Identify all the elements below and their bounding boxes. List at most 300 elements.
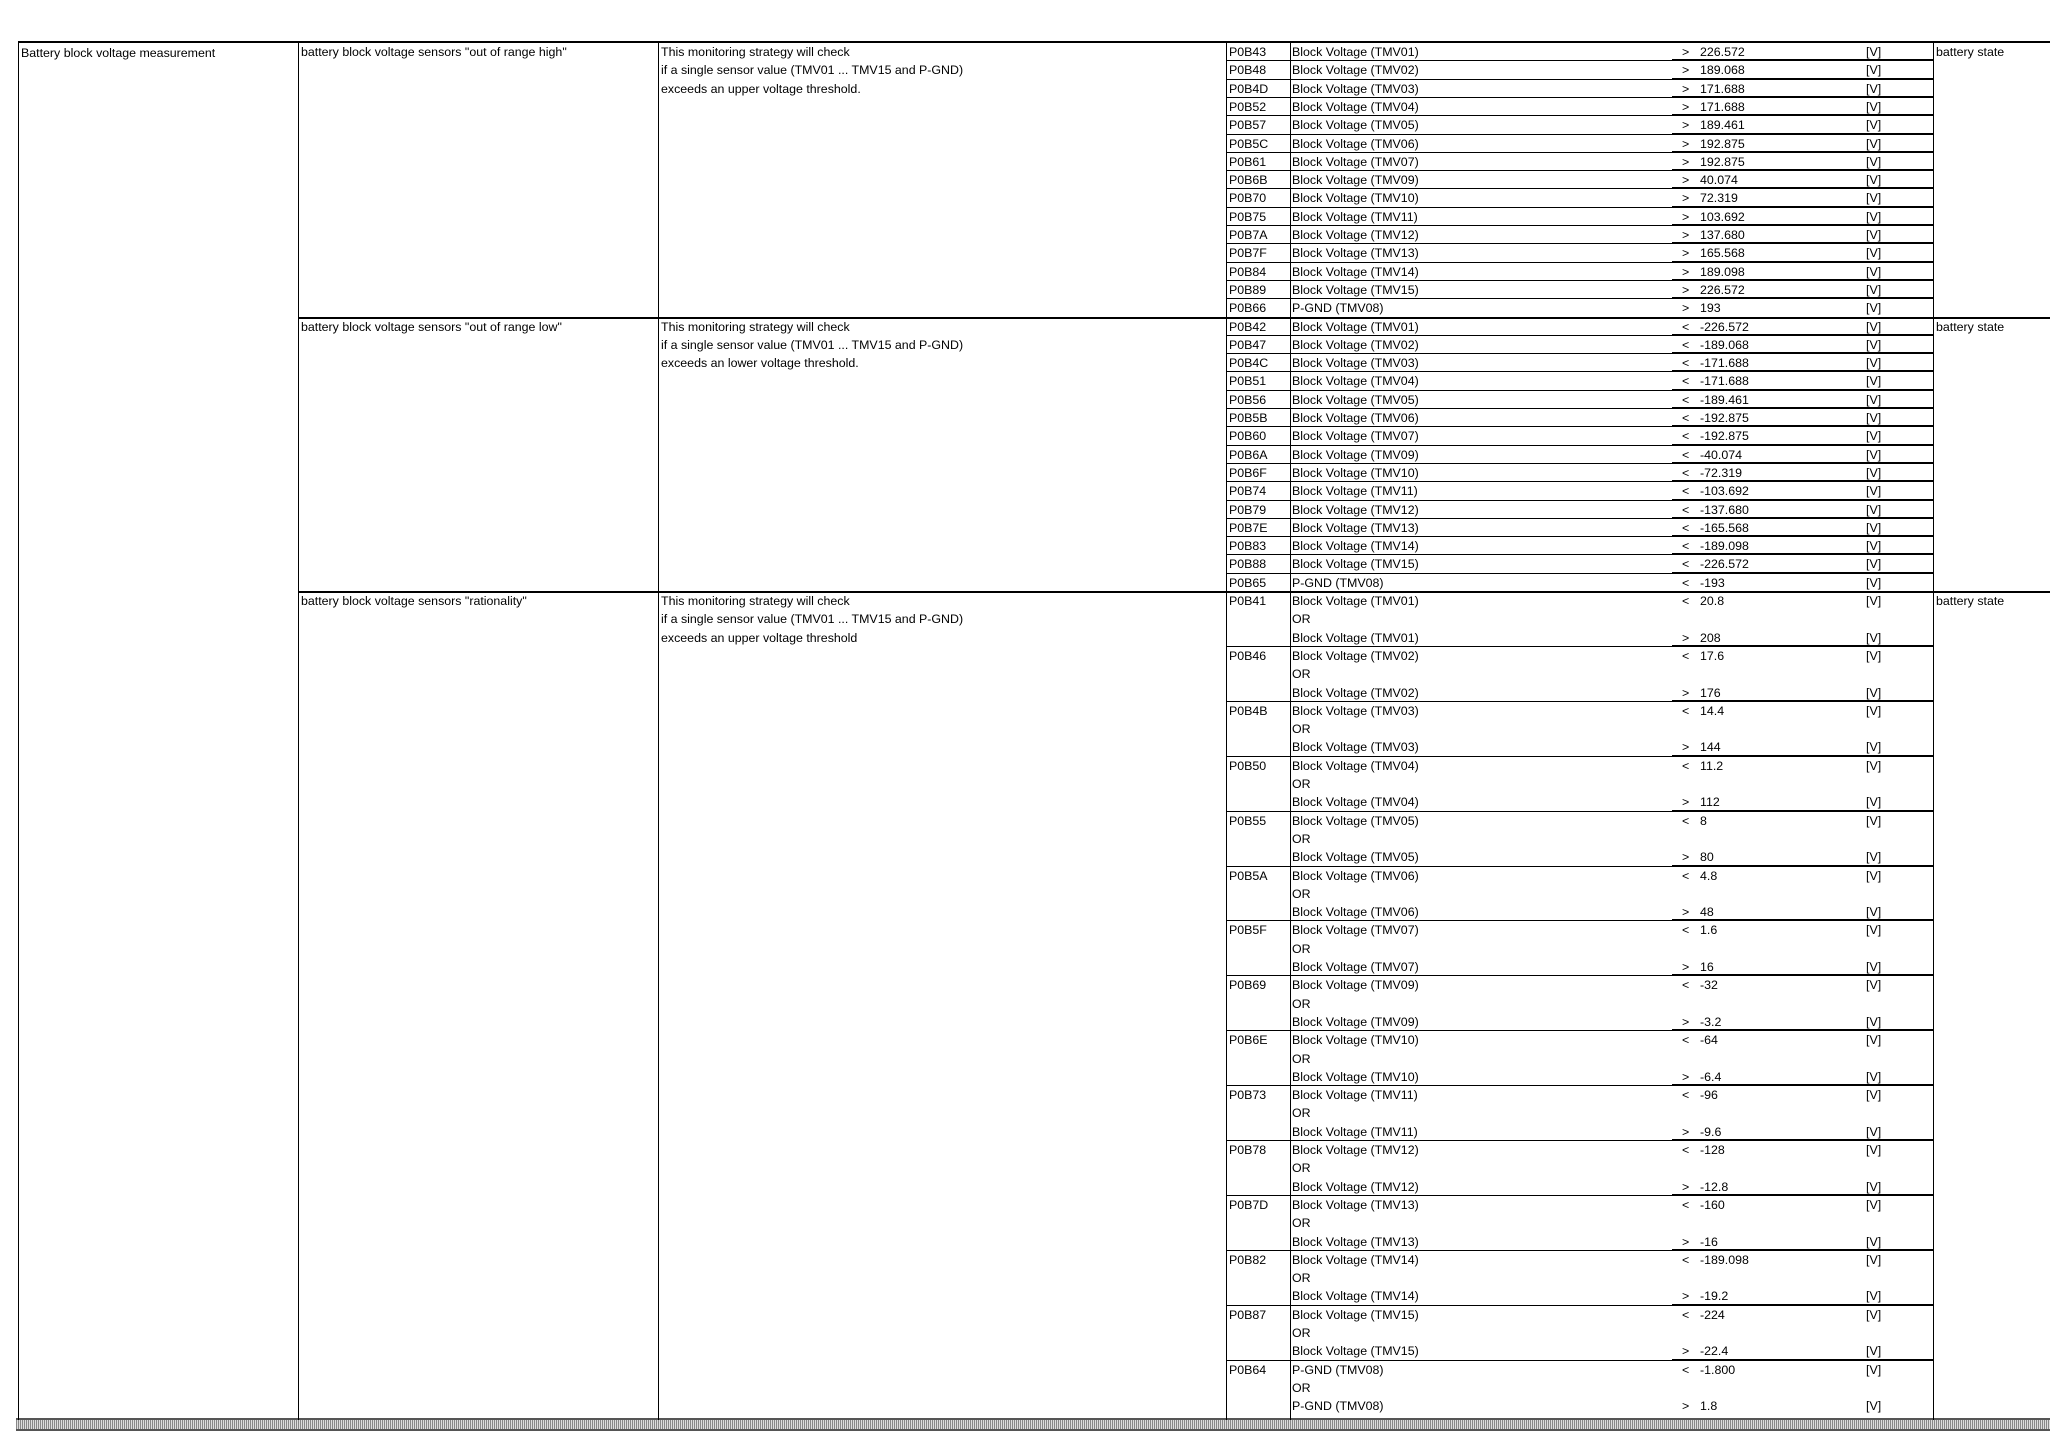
operator: < bbox=[1682, 429, 1690, 444]
threshold-low: 17.6 bbox=[1700, 648, 1725, 663]
operator-lt: < bbox=[1682, 978, 1690, 993]
threshold-value: 192.875 bbox=[1700, 154, 1745, 169]
fault-code: P0B70 bbox=[1229, 191, 1267, 206]
parameter-name: Block Voltage (TMV04) bbox=[1292, 758, 1419, 773]
fault-code: P0B4D bbox=[1229, 81, 1269, 96]
unit-label: [V] bbox=[1866, 539, 1882, 554]
operator: < bbox=[1682, 392, 1690, 407]
threshold-value: 40.074 bbox=[1700, 173, 1738, 188]
fault-code: P0B7A bbox=[1229, 228, 1268, 242]
unit-label: [V] bbox=[1866, 502, 1882, 517]
fault-code: P0B6E bbox=[1229, 1033, 1268, 1048]
operator-gt: > bbox=[1682, 1014, 1690, 1029]
parameter-name: Block Voltage (TMV02) bbox=[1292, 337, 1419, 352]
unit-label: [V] bbox=[1866, 594, 1882, 608]
operator: < bbox=[1682, 356, 1690, 371]
threshold-high: 112 bbox=[1700, 795, 1720, 810]
operator-gt: > bbox=[1682, 1179, 1690, 1194]
or-label: OR bbox=[1292, 777, 1311, 791]
group-name: battery block voltage sensors "out of range low" bbox=[301, 319, 562, 334]
operator: < bbox=[1682, 539, 1690, 554]
parameter-name: Block Voltage (TMV01) bbox=[1292, 630, 1419, 645]
threshold-value: -103.692 bbox=[1700, 484, 1749, 499]
parameter-name: Block Voltage (TMV10) bbox=[1292, 1033, 1419, 1048]
unit-label: [V] bbox=[1866, 81, 1882, 96]
threshold-high: -22.4 bbox=[1700, 1344, 1729, 1359]
operator-lt: < bbox=[1682, 1033, 1690, 1048]
fault-code: P0B79 bbox=[1229, 502, 1267, 517]
operator-gt: > bbox=[1682, 905, 1690, 920]
operator: > bbox=[1682, 209, 1690, 224]
parameter-name: Block Voltage (TMV02) bbox=[1292, 63, 1419, 78]
unit-label: [V] bbox=[1866, 301, 1882, 316]
unit-label: [V] bbox=[1866, 703, 1882, 718]
threshold-low: 8 bbox=[1700, 813, 1707, 828]
column-border bbox=[1933, 42, 1934, 1420]
unit-label: [V] bbox=[1866, 685, 1882, 700]
threshold-value: -189.098 bbox=[1700, 539, 1749, 554]
parameter-name: Block Voltage (TMV15) bbox=[1292, 557, 1419, 572]
operator-lt: < bbox=[1682, 1143, 1690, 1157]
fault-code: P0B50 bbox=[1229, 758, 1267, 773]
fault-code: P0B41 bbox=[1229, 594, 1267, 608]
enable-condition: battery state bbox=[1936, 594, 2005, 608]
fault-code: P0B42 bbox=[1229, 319, 1267, 334]
or-label: OR bbox=[1292, 1161, 1311, 1176]
fault-code: P0B6F bbox=[1229, 465, 1267, 480]
operator: < bbox=[1682, 520, 1690, 535]
fault-code: P0B51 bbox=[1229, 374, 1267, 389]
operator-lt: < bbox=[1682, 813, 1690, 828]
threshold-low: -128 bbox=[1700, 1143, 1725, 1157]
operator-gt: > bbox=[1682, 960, 1690, 974]
fault-code: P0B5F bbox=[1229, 923, 1267, 938]
operator-lt: < bbox=[1682, 1252, 1690, 1267]
fault-code: P0B65 bbox=[1229, 575, 1267, 590]
parameter-name: Block Voltage (TMV14) bbox=[1292, 539, 1419, 554]
unit-label: [V] bbox=[1866, 1399, 1882, 1414]
fault-code: P0B56 bbox=[1229, 392, 1267, 407]
parameter-name: Block Voltage (TMV11) bbox=[1292, 1088, 1418, 1103]
column-border bbox=[298, 42, 299, 1420]
fault-code: P0B88 bbox=[1229, 557, 1267, 572]
operator: > bbox=[1682, 154, 1690, 169]
threshold-value: 171.688 bbox=[1700, 81, 1745, 96]
unit-label: [V] bbox=[1866, 337, 1882, 352]
parameter-name: Block Voltage (TMV01) bbox=[1292, 45, 1419, 59]
unit-label: [V] bbox=[1866, 1069, 1882, 1084]
parameter-name: Block Voltage (TMV03) bbox=[1292, 740, 1419, 755]
operator: < bbox=[1682, 411, 1690, 425]
or-label: OR bbox=[1292, 1216, 1311, 1231]
threshold-low: 4.8 bbox=[1700, 868, 1718, 883]
parameter-name: Block Voltage (TMV15) bbox=[1292, 1307, 1419, 1322]
system-label: Battery block voltage measurement bbox=[21, 46, 216, 60]
operator-lt: < bbox=[1682, 923, 1690, 938]
unit-label: [V] bbox=[1866, 191, 1882, 206]
unit-label: [V] bbox=[1866, 99, 1882, 114]
operator-gt: > bbox=[1682, 795, 1690, 810]
operator-lt: < bbox=[1682, 758, 1690, 773]
parameter-name: Block Voltage (TMV12) bbox=[1292, 228, 1419, 242]
parameter-name: Block Voltage (TMV13) bbox=[1292, 1197, 1419, 1212]
parameter-name: Block Voltage (TMV05) bbox=[1292, 850, 1419, 865]
threshold-value: 137.680 bbox=[1700, 228, 1745, 242]
or-label: OR bbox=[1292, 996, 1311, 1011]
threshold-value: -193 bbox=[1700, 575, 1725, 590]
threshold-value: 189.068 bbox=[1700, 63, 1745, 78]
operator: < bbox=[1682, 575, 1690, 590]
operator: < bbox=[1682, 502, 1690, 517]
threshold-high: -3.2 bbox=[1700, 1014, 1722, 1029]
column-border bbox=[658, 42, 659, 1420]
or-label: OR bbox=[1292, 1326, 1311, 1340]
operator-lt: < bbox=[1682, 1088, 1690, 1103]
fault-code: P0B52 bbox=[1229, 99, 1267, 114]
threshold-value: 171.688 bbox=[1700, 99, 1745, 114]
unit-label: [V] bbox=[1866, 154, 1882, 169]
column-border bbox=[1226, 42, 1227, 1420]
threshold-high: 48 bbox=[1700, 905, 1714, 920]
parameter-name: Block Voltage (TMV12) bbox=[1292, 1143, 1419, 1157]
table-bottom-border bbox=[16, 1418, 2050, 1431]
threshold-low: -160 bbox=[1700, 1197, 1725, 1212]
or-label: OR bbox=[1292, 612, 1311, 627]
threshold-high: 144 bbox=[1700, 740, 1721, 755]
threshold-high: -19.2 bbox=[1700, 1289, 1729, 1304]
fault-code: P0B84 bbox=[1229, 264, 1267, 279]
or-label: OR bbox=[1292, 1051, 1311, 1066]
unit-label: [V] bbox=[1866, 429, 1882, 444]
unit-label: [V] bbox=[1866, 1179, 1882, 1194]
threshold-value: -171.688 bbox=[1700, 374, 1749, 389]
parameter-name: Block Voltage (TMV07) bbox=[1292, 923, 1419, 938]
parameter-name: Block Voltage (TMV04) bbox=[1292, 795, 1419, 810]
operator: < bbox=[1682, 484, 1690, 499]
unit-label: [V] bbox=[1866, 1197, 1882, 1212]
column-border bbox=[18, 42, 19, 1420]
or-label: OR bbox=[1292, 1380, 1311, 1395]
threshold-low: -189.098 bbox=[1700, 1252, 1749, 1267]
unit-label: [V] bbox=[1866, 374, 1882, 389]
parameter-name: Block Voltage (TMV07) bbox=[1292, 960, 1419, 974]
unit-label: [V] bbox=[1866, 923, 1882, 938]
unit-label: [V] bbox=[1866, 1289, 1882, 1304]
parameter-name: Block Voltage (TMV09) bbox=[1292, 173, 1419, 188]
unit-label: [V] bbox=[1866, 630, 1882, 645]
operator: > bbox=[1682, 282, 1690, 297]
unit-label: [V] bbox=[1866, 557, 1882, 572]
unit-label: [V] bbox=[1866, 118, 1882, 133]
threshold-low: -32 bbox=[1700, 978, 1718, 993]
fault-code: P0B7F bbox=[1229, 246, 1267, 261]
operator: > bbox=[1682, 81, 1690, 96]
fault-code: P0B4C bbox=[1229, 356, 1269, 371]
threshold-high: 208 bbox=[1700, 630, 1721, 645]
fault-code: P0B60 bbox=[1229, 429, 1267, 444]
parameter-name: Block Voltage (TMV13) bbox=[1292, 1234, 1419, 1249]
parameter-name: Block Voltage (TMV10) bbox=[1292, 1069, 1419, 1084]
operator: < bbox=[1682, 447, 1690, 462]
operator-lt: < bbox=[1682, 1307, 1690, 1322]
enable-condition: battery state bbox=[1936, 319, 2005, 334]
parameter-name: Block Voltage (TMV03) bbox=[1292, 356, 1419, 371]
threshold-value: -192.875 bbox=[1700, 411, 1749, 425]
fault-code: P0B73 bbox=[1229, 1088, 1267, 1103]
fault-code: P0B47 bbox=[1229, 337, 1267, 352]
threshold-low: 14.4 bbox=[1700, 703, 1725, 718]
fault-code: P0B48 bbox=[1229, 63, 1267, 78]
operator-lt: < bbox=[1682, 594, 1690, 608]
operator: > bbox=[1682, 264, 1690, 279]
threshold-value: -165.568 bbox=[1700, 520, 1749, 535]
fault-code: P0B82 bbox=[1229, 1252, 1267, 1267]
unit-label: [V] bbox=[1866, 758, 1882, 773]
threshold-low: 11.2 bbox=[1700, 758, 1724, 773]
unit-label: [V] bbox=[1866, 1307, 1882, 1322]
operator: < bbox=[1682, 465, 1690, 480]
unit-label: [V] bbox=[1866, 264, 1882, 279]
parameter-name: Block Voltage (TMV06) bbox=[1292, 136, 1419, 151]
parameter-name: Block Voltage (TMV12) bbox=[1292, 502, 1419, 517]
unit-label: [V] bbox=[1866, 960, 1882, 974]
fault-code: P0B64 bbox=[1229, 1362, 1267, 1377]
fault-code: P0B5B bbox=[1229, 411, 1268, 425]
unit-label: [V] bbox=[1866, 209, 1882, 224]
threshold-value: 189.098 bbox=[1700, 264, 1745, 279]
unit-label: [V] bbox=[1866, 1143, 1882, 1157]
unit-label: [V] bbox=[1866, 319, 1882, 334]
parameter-name: Block Voltage (TMV12) bbox=[1292, 1179, 1419, 1194]
threshold-value: -40.074 bbox=[1700, 447, 1743, 462]
threshold-low: -96 bbox=[1700, 1088, 1718, 1103]
fault-code: P0B6B bbox=[1229, 173, 1268, 188]
unit-label: [V] bbox=[1866, 1252, 1882, 1267]
threshold-value: 192.875 bbox=[1700, 136, 1745, 151]
unit-label: [V] bbox=[1866, 45, 1882, 59]
parameter-name: Block Voltage (TMV15) bbox=[1292, 282, 1419, 297]
parameter-name: Block Voltage (TMV03) bbox=[1292, 703, 1419, 718]
threshold-value: 103.692 bbox=[1700, 209, 1745, 224]
operator: > bbox=[1682, 246, 1690, 261]
unit-label: [V] bbox=[1866, 465, 1882, 480]
or-label: OR bbox=[1292, 831, 1311, 846]
threshold-high: 16 bbox=[1700, 960, 1714, 974]
fault-code: P0B87 bbox=[1229, 1307, 1267, 1322]
column-border bbox=[1290, 42, 1291, 1420]
operator: > bbox=[1682, 63, 1690, 78]
unit-label: [V] bbox=[1866, 1014, 1882, 1029]
operator-gt: > bbox=[1682, 1344, 1690, 1359]
operator-gt: > bbox=[1682, 1289, 1690, 1304]
unit-label: [V] bbox=[1866, 868, 1882, 883]
operator: > bbox=[1682, 45, 1690, 59]
operator-gt: > bbox=[1682, 1124, 1690, 1139]
fault-code: P0B69 bbox=[1229, 978, 1267, 993]
parameter-name: Block Voltage (TMV11) bbox=[1292, 1124, 1418, 1139]
parameter-name: Block Voltage (TMV05) bbox=[1292, 813, 1419, 828]
unit-label: [V] bbox=[1866, 63, 1882, 78]
threshold-high: 80 bbox=[1700, 850, 1714, 865]
fault-code: P0B43 bbox=[1229, 45, 1267, 59]
fault-code: P0B7D bbox=[1229, 1197, 1269, 1212]
operator-lt: < bbox=[1682, 1197, 1690, 1212]
parameter-name: Block Voltage (TMV05) bbox=[1292, 392, 1419, 407]
unit-label: [V] bbox=[1866, 978, 1882, 993]
or-label: OR bbox=[1292, 941, 1311, 956]
fault-code: P0B5A bbox=[1229, 868, 1268, 883]
parameter-name: Block Voltage (TMV05) bbox=[1292, 118, 1419, 133]
threshold-high: -16 bbox=[1700, 1234, 1718, 1249]
operator: < bbox=[1682, 319, 1690, 334]
parameter-name: Block Voltage (TMV11) bbox=[1292, 209, 1418, 224]
or-label: OR bbox=[1292, 886, 1311, 901]
parameter-name: Block Voltage (TMV13) bbox=[1292, 246, 1419, 261]
parameter-name: Block Voltage (TMV04) bbox=[1292, 374, 1419, 389]
operator-gt: > bbox=[1682, 630, 1690, 645]
unit-label: [V] bbox=[1866, 1124, 1882, 1139]
threshold-value: -189.461 bbox=[1700, 392, 1749, 407]
unit-label: [V] bbox=[1866, 1362, 1882, 1377]
operator-gt: > bbox=[1682, 740, 1690, 755]
threshold-value: -226.572 bbox=[1700, 319, 1749, 334]
parameter-name: P-GND (TMV08) bbox=[1292, 1399, 1384, 1414]
fault-code: P0B46 bbox=[1229, 648, 1267, 663]
operator: > bbox=[1682, 99, 1690, 114]
unit-label: [V] bbox=[1866, 1033, 1882, 1048]
threshold-value: 226.572 bbox=[1700, 282, 1745, 297]
fault-code: P0B66 bbox=[1229, 301, 1267, 316]
parameter-name: Block Voltage (TMV10) bbox=[1292, 465, 1419, 480]
unit-label: [V] bbox=[1866, 1344, 1882, 1359]
parameter-name: Block Voltage (TMV09) bbox=[1292, 447, 1419, 462]
threshold-high: -9.6 bbox=[1700, 1124, 1722, 1139]
unit-label: [V] bbox=[1866, 648, 1882, 663]
parameter-name: Block Voltage (TMV13) bbox=[1292, 520, 1419, 535]
threshold-low: -1.800 bbox=[1700, 1362, 1736, 1377]
threshold-value: 72.319 bbox=[1700, 191, 1738, 206]
fault-code: P0B55 bbox=[1229, 813, 1267, 828]
unit-label: [V] bbox=[1866, 173, 1882, 188]
threshold-low: -224 bbox=[1700, 1307, 1725, 1322]
unit-label: [V] bbox=[1866, 136, 1882, 151]
threshold-value: 226.572 bbox=[1700, 45, 1745, 59]
unit-label: [V] bbox=[1866, 813, 1882, 828]
parameter-name: P-GND (TMV08) bbox=[1292, 1362, 1384, 1377]
threshold-high: 176 bbox=[1700, 685, 1721, 700]
unit-label: [V] bbox=[1866, 282, 1882, 297]
parameter-name: Block Voltage (TMV01) bbox=[1292, 319, 1419, 334]
group-name: battery block voltage sensors "out of range high" bbox=[301, 45, 567, 59]
group-divider bbox=[298, 591, 2050, 593]
group-description: This monitoring strategy will check if a single sensor value (TMV01 ... TMV15 and P-GND) exceeds an lower voltage threshold. bbox=[661, 319, 964, 371]
group-description: This monitoring strategy will check if a single sensor value (TMV01 ... TMV15 and P-GND) exceeds an upper voltage threshold bbox=[661, 594, 964, 645]
parameter-name: Block Voltage (TMV06) bbox=[1292, 905, 1419, 920]
operator: < bbox=[1682, 374, 1690, 389]
threshold-low: -64 bbox=[1700, 1033, 1718, 1048]
or-label: OR bbox=[1292, 722, 1311, 737]
threshold-value: -189.068 bbox=[1700, 337, 1749, 352]
fault-code: P0B83 bbox=[1229, 539, 1267, 554]
or-label: OR bbox=[1292, 1106, 1311, 1121]
threshold-low: 1.6 bbox=[1700, 923, 1718, 938]
threshold-value: -226.572 bbox=[1700, 557, 1749, 572]
operator-lt: < bbox=[1682, 1362, 1690, 1377]
threshold-high: 1.8 bbox=[1700, 1399, 1718, 1414]
operator: > bbox=[1682, 118, 1690, 133]
fault-code: P0B6A bbox=[1229, 447, 1268, 462]
parameter-name: Block Voltage (TMV06) bbox=[1292, 411, 1419, 425]
operator: > bbox=[1682, 191, 1690, 206]
parameter-name: Block Voltage (TMV07) bbox=[1292, 429, 1419, 444]
threshold-high: -6.4 bbox=[1700, 1069, 1722, 1084]
operator-gt: > bbox=[1682, 1069, 1690, 1084]
threshold-value: -171.688 bbox=[1700, 356, 1749, 371]
threshold-low: 20.8 bbox=[1700, 594, 1725, 608]
parameter-name: Block Voltage (TMV11) bbox=[1292, 484, 1418, 499]
parameter-name: Block Voltage (TMV07) bbox=[1292, 154, 1419, 169]
unit-label: [V] bbox=[1866, 392, 1882, 407]
fault-code: P0B7E bbox=[1229, 520, 1268, 535]
parameter-name: Block Voltage (TMV15) bbox=[1292, 1344, 1419, 1359]
fault-code: P0B78 bbox=[1229, 1143, 1267, 1157]
unit-label: [V] bbox=[1866, 520, 1882, 535]
parameter-name: Block Voltage (TMV04) bbox=[1292, 99, 1419, 114]
fault-code: P0B4B bbox=[1229, 703, 1268, 718]
fault-code: P0B89 bbox=[1229, 282, 1267, 297]
parameter-name: Block Voltage (TMV03) bbox=[1292, 81, 1419, 96]
group-name: battery block voltage sensors "rationality" bbox=[301, 594, 527, 608]
unit-label: [V] bbox=[1866, 740, 1882, 755]
parameter-name: Block Voltage (TMV02) bbox=[1292, 648, 1419, 663]
operator: < bbox=[1682, 557, 1690, 572]
row-divider-thick bbox=[1672, 810, 1933, 812]
parameter-name: P-GND (TMV08) bbox=[1292, 301, 1384, 316]
fault-code: P0B75 bbox=[1229, 209, 1267, 224]
parameter-name: Block Voltage (TMV10) bbox=[1292, 191, 1419, 206]
fault-code: P0B57 bbox=[1229, 118, 1267, 133]
operator-gt: > bbox=[1682, 1234, 1690, 1249]
operator-lt: < bbox=[1682, 648, 1690, 663]
threshold-high: -12.8 bbox=[1700, 1179, 1729, 1194]
operator-gt: > bbox=[1682, 1399, 1690, 1414]
operator: > bbox=[1682, 136, 1690, 151]
threshold-value: -137.680 bbox=[1700, 502, 1749, 517]
operator: > bbox=[1682, 228, 1690, 242]
fault-code: P0B74 bbox=[1229, 484, 1267, 499]
fault-code: P0B61 bbox=[1229, 154, 1267, 169]
parameter-name: P-GND (TMV08) bbox=[1292, 575, 1384, 590]
parameter-name: Block Voltage (TMV02) bbox=[1292, 685, 1419, 700]
threshold-value: -72.319 bbox=[1700, 465, 1743, 480]
group-description: This monitoring strategy will check if a single sensor value (TMV01 ... TMV15 and P-GND) exceeds an upper voltage threshold. bbox=[661, 45, 964, 96]
or-label: OR bbox=[1292, 667, 1311, 682]
unit-label: [V] bbox=[1866, 484, 1882, 499]
enable-condition: battery state bbox=[1936, 45, 2005, 59]
fault-code: P0B5C bbox=[1229, 136, 1269, 151]
unit-label: [V] bbox=[1866, 411, 1882, 425]
parameter-name: Block Voltage (TMV09) bbox=[1292, 1014, 1419, 1029]
operator-lt: < bbox=[1682, 703, 1690, 718]
unit-label: [V] bbox=[1866, 905, 1882, 920]
unit-label: [V] bbox=[1866, 795, 1882, 810]
threshold-value: 189.461 bbox=[1700, 118, 1745, 133]
threshold-value: -192.875 bbox=[1700, 429, 1749, 444]
threshold-value: 165.568 bbox=[1700, 246, 1745, 261]
parameter-name: Block Voltage (TMV14) bbox=[1292, 1252, 1419, 1267]
unit-label: [V] bbox=[1866, 1234, 1882, 1249]
unit-label: [V] bbox=[1866, 850, 1882, 865]
